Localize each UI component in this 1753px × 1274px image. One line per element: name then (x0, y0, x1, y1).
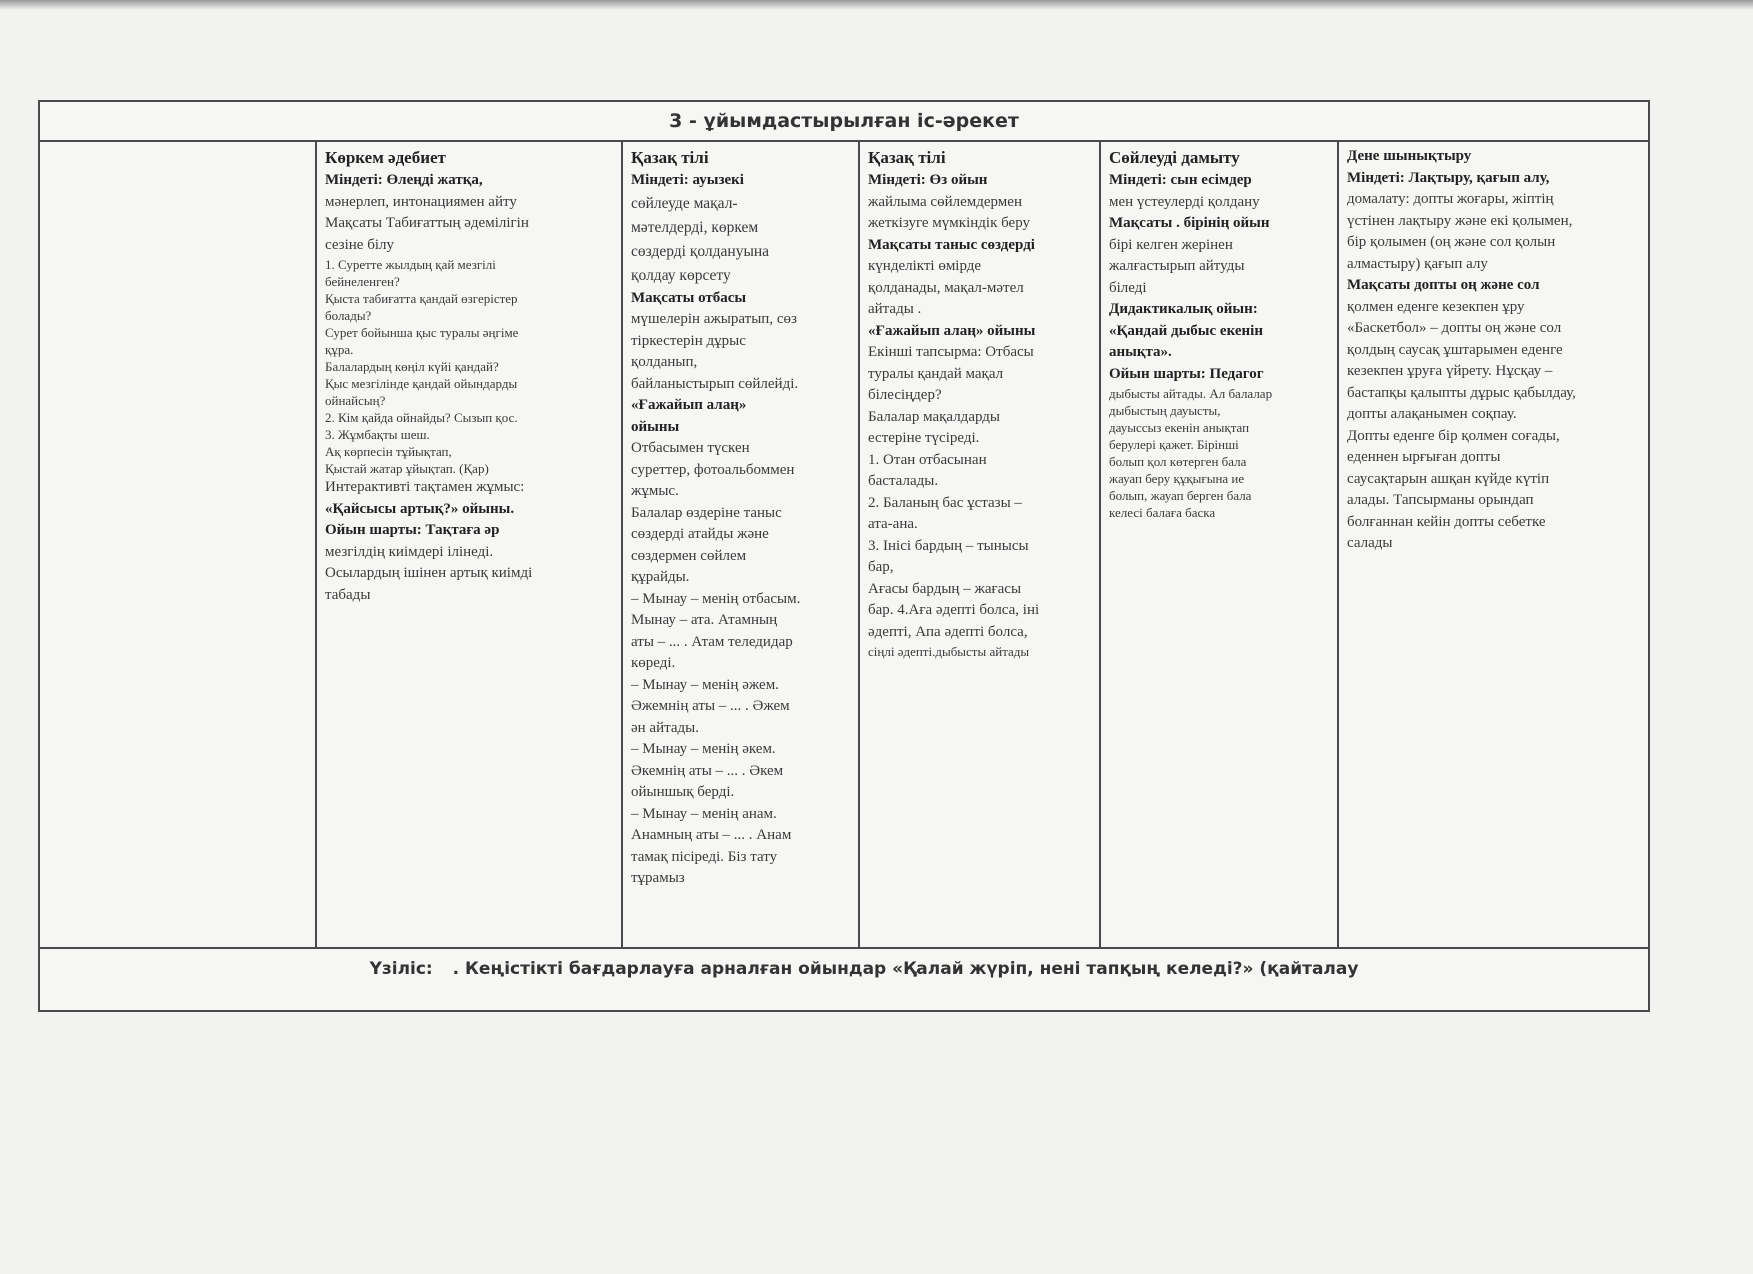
text-line: аты – ... . Атам теледидар (631, 633, 793, 650)
text-line: «Қайсысы артық?» ойыны. (325, 500, 515, 517)
text-line: үстінен лақтыру және екі қолымен, (1347, 212, 1573, 229)
text-line: Міндеті: Лақтыру, қағып алу, (1347, 169, 1550, 186)
text-line: Интерактивті тақтамен жұмыс: (325, 479, 525, 495)
text-line: тұрамыз (631, 870, 685, 886)
text-line: ойыны (631, 418, 680, 435)
text-line: Мақсаты таныс сөздерді (868, 236, 1035, 253)
text-line: болып қол көтерген бала (1109, 454, 1247, 469)
text-line: Допты еденге бір қолмен соғады, (1347, 427, 1560, 444)
text-line: сөздерді атайды және (631, 526, 769, 542)
text-line: білесіңдер? (868, 387, 942, 403)
text-line: Ақ көрпесін тұйықтап, (325, 444, 452, 459)
text-line: жеткізуге мүмкіндік беру (868, 215, 1031, 231)
text-line: еденнен ырғыған допты (1347, 449, 1501, 465)
text-line: 3. Жұмбақты шеш. (325, 427, 430, 442)
text-line: табады (325, 586, 371, 603)
text-line: 1. Отан отбасынан (868, 451, 987, 468)
text-line: «Ғажайып алаң» (631, 397, 747, 413)
text-line: әдепті, Апа әдепті болса, (868, 623, 1028, 640)
text-line: көреді. (631, 655, 676, 671)
text-line: Міндеті: сын есімдер (1109, 172, 1252, 188)
text-line: жұмыс. (631, 483, 679, 499)
text-line: болғаннан кейін допты себетке (1347, 513, 1546, 530)
text-line: біледі (1109, 279, 1147, 296)
text-line: Ойын шарты: Педагог (1109, 365, 1264, 382)
text-line: қолмен еденге кезекпен ұру (1347, 298, 1525, 315)
text-line: мәтелдерді, көркем (631, 218, 759, 236)
text-line: ойнайсың? (325, 393, 386, 408)
scan-edge (0, 0, 1753, 10)
text-line: кезекпен ұруға үйрету. Нұсқау – (1347, 363, 1553, 379)
text-line: күнделікті өмірде (868, 258, 982, 274)
text-line: Ағасы бардың – жағасы (868, 580, 1022, 597)
text-line: сөйлеуде мақал- (631, 194, 738, 212)
text-line: сөздермен сөйлем (631, 547, 747, 564)
text-line: допты алақанымен соқпау. (1347, 406, 1517, 422)
table-header: 3 - ұйымдастырылған іс-әрекет (40, 102, 1648, 142)
text-line: «Баскетбол» – допты оң және сол (1347, 320, 1562, 336)
text-line: тіркестерін дұрыс (631, 332, 746, 349)
text-line: байланыстырып сөйлейді. (631, 375, 799, 392)
text-line: мәнерлеп, интонациямен айту (325, 193, 517, 210)
text-line: Мақсаты . бірінің ойын (1109, 215, 1270, 231)
text-line: берулері қажет. Бірінші (1109, 437, 1239, 452)
text-line: болады? (325, 308, 372, 323)
text-line: анықта». (1109, 344, 1172, 360)
text-line: құрайды. (631, 569, 690, 585)
text-line: – Мынау – менің отбасым. (631, 590, 801, 607)
lesson-table (38, 100, 1650, 1012)
cell-physical-education (1339, 142, 1648, 947)
text-line: бір қолымен (оң және сол қолын (1347, 234, 1556, 250)
text-line: салады (1347, 535, 1393, 551)
text-line: Ойын шарты: Тақтаға әр (325, 522, 500, 538)
text-line: ата-ана. (868, 516, 918, 532)
text-line: Қыста табиғатта қандай өзгерістер (325, 291, 518, 306)
text-line: қолдың саусақ ұштарымен еденге (1347, 341, 1563, 358)
text-line: басталады. (868, 473, 939, 489)
text-line: жалғастырып айтуды (1109, 258, 1245, 274)
text-line: құра. (325, 342, 354, 357)
text-line: Екінші тапсырма: Отбасы (868, 344, 1034, 360)
text-line: Отбасымен түскен (631, 440, 750, 456)
text-line: Балалар мақалдарды (868, 408, 1000, 425)
text-line: бастапқы қалыпты дұрыс қабылдау, (1347, 384, 1576, 401)
text-line: дыбыстың дауысты, (1109, 403, 1221, 418)
text-line: Мынау – ата. Атамның (631, 612, 778, 628)
text-line: Анамның аты – ... . Анам (631, 827, 792, 843)
break-row (40, 949, 1648, 1010)
cell-speech-development (1101, 142, 1339, 947)
text-line: сөздерді қолдануына (631, 242, 770, 260)
text-line: сіңлі әдепті.дыбысты айтады (868, 644, 1030, 659)
text-line: бейнеленген? (325, 274, 400, 289)
text-line: Әкемнің аты – ... . Әкем (631, 762, 784, 779)
text-line: жайлыма сөйлемдермен (868, 193, 1022, 210)
cell-kazakh-language-2 (860, 142, 1101, 947)
text-line: 2. Баланың бас ұстазы – (868, 494, 1022, 511)
text-line: туралы қандай мақал (868, 365, 1004, 382)
text-line: қолдау көрсету (631, 266, 731, 284)
text-line: бар. 4.Аға әдепті болса, іні (868, 602, 1040, 618)
text-line: Балалардың көңіл күйі қандай? (325, 359, 499, 374)
text-line: Осылардың ішінен артық киімді (325, 565, 533, 581)
text-line: бірі келген жерінен (1109, 236, 1233, 253)
text-line: 3. Інісі бардың – тынысы (868, 537, 1029, 554)
text-line: сезіне білу (325, 236, 394, 253)
text-line: Міндеті: ауызекі (631, 172, 744, 188)
text-line: Дидактикалық ойын: (1109, 301, 1258, 317)
empty-cell (40, 142, 317, 947)
text-line: Мақсаты отбасы (631, 289, 747, 306)
text-line: – Мынау – менің әжем. (631, 676, 779, 693)
text-line: Міндеті: Өлеңді жатқа, (325, 172, 483, 188)
text-line: қолданып, (631, 354, 698, 370)
text-line: 2. Кім қайда ойнайды? Сызып қос. (325, 410, 518, 425)
break-text: . Кеңістікті бағдарлауға арналған ойындар «Қалай жүріп, нені тапқың келеді?» (қайталау (452, 959, 1359, 979)
text-line: Қазақ тілі (631, 148, 709, 167)
text-line: қолданады, мақал-мәтел (868, 279, 1024, 296)
text-line: мезгілдің киімдері ілінеді. (325, 543, 494, 560)
text-line: мен үстеулерді қолдану (1109, 193, 1260, 210)
text-line: Балалар өздеріне таныс (631, 504, 782, 521)
break-label: Үзіліс: (369, 959, 433, 979)
text-line: келесі балаға баска (1109, 505, 1216, 520)
text-line: дыбысты айтады. Ал балалар (1109, 386, 1273, 401)
text-line: саусақтарын ашқан күйде күтіп (1347, 470, 1550, 487)
text-line: ойыншық берді. (631, 784, 735, 800)
cell-kazakh-language-1 (623, 142, 860, 947)
text-line: дауыссыз екенін анықтап (1109, 420, 1250, 435)
cell-literature (317, 142, 623, 947)
activities-row (40, 142, 1648, 949)
text-line: Қыстай жатар ұйықтап. (Қар) (325, 461, 489, 476)
text-line: ән айтады. (631, 719, 699, 736)
text-line: Қазақ тілі (868, 148, 946, 167)
text-line: алмастыру) қағып алу (1347, 255, 1488, 272)
text-line: Мақсаты допты оң және сол (1347, 277, 1540, 293)
text-line: бар, (868, 559, 894, 575)
text-line: 1. Суретте жылдың қай мезгілі (325, 257, 496, 272)
text-line: тамақ пісіреді. Біз тату (631, 848, 778, 865)
text-line: естеріне түсіреді. (868, 430, 980, 446)
text-line: айтады . (868, 301, 922, 317)
text-line: алады. Тапсырманы орындап (1347, 492, 1534, 508)
text-line: Әжемнің аты – ... . Әжем (631, 698, 790, 714)
text-line: Қыс мезгілінде қандай ойындарды (325, 376, 518, 391)
text-line: болып, жауап берген бала (1109, 488, 1252, 503)
text-line: Көркем әдебиет (325, 148, 446, 167)
text-line: жауап беру құқығына ие (1109, 471, 1245, 486)
text-line: – Мынау – менің әкем. (631, 741, 776, 757)
text-line: Міндеті: Өз ойын (868, 172, 988, 188)
text-line: Сөйлеуді дамыту (1109, 148, 1240, 167)
text-line: Дене шынықтыру (1347, 148, 1472, 164)
text-line: Сурет бойынша қыс туралы әңгіме (325, 325, 519, 340)
text-line: суреттер, фотоальбоммен (631, 461, 795, 478)
text-line: домалату: допты жоғары, жіптің (1347, 191, 1554, 207)
text-line: мүшелерін ажыратып, сөз (631, 311, 797, 327)
text-line: «Қандай дыбыс екенін (1109, 322, 1263, 339)
text-line: – Мынау – менің анам. (631, 805, 777, 822)
text-line: Мақсаты Табиғаттың әдемілігін (325, 215, 529, 231)
text-line: «Ғажайып алаң» ойыны (868, 322, 1036, 339)
